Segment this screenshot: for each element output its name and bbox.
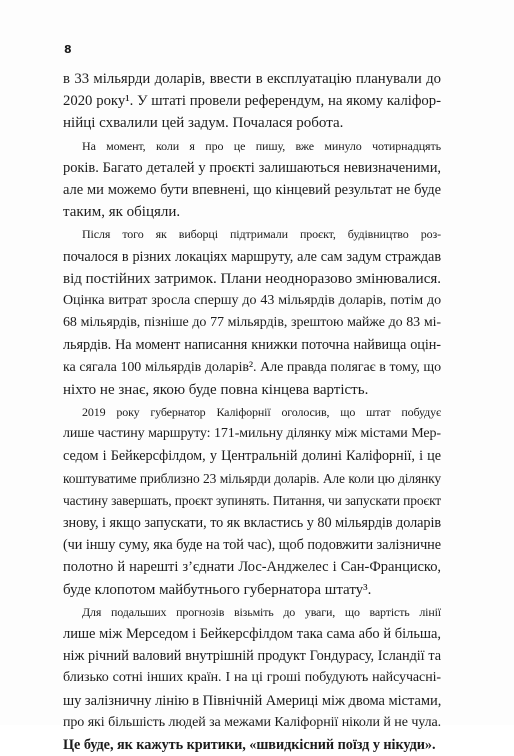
text-line: 68 мільярдів, пізніше до 77 мільярдів, зрештою майже до 83 мі- (63, 315, 441, 331)
text-line: льярдів. На момент написання книжки поточна найвища оцін- (63, 337, 441, 354)
page-number: 8 (64, 43, 72, 56)
text-line: але ми можемо бути впевнені, що кінцевий результат не буде (63, 182, 441, 199)
text-line: (чи іншу суму, яка буде на той час), щоб подовжити залізничне (63, 537, 441, 554)
text-line: 2019 року губернатор Каліфорнії оголосив, що штат побудує (82, 405, 441, 420)
text-line: про які більшість людей за межами Каліфорнії ніколи й не чула. (63, 714, 441, 730)
text-line: лише частину маршруту: 171-мильну ділянку між містами Мер- (63, 426, 441, 442)
text-line: Це буде, як кажуть критики, «швидкісний поїзд у нікуди». (63, 737, 436, 754)
text-line: в 33 мільярди доларів, ввести в експлуатацію планували до (63, 71, 441, 87)
paragraph-2 (63, 135, 441, 224)
text-line: коштуватиме приблизно 23 мільярди доларів. Але коли цю ділянку (63, 470, 441, 486)
paragraph-3 (63, 223, 441, 401)
paragraph-1 (63, 68, 441, 135)
text-line: лише між Мерседом і Бейкерсфілдом така сама або й більша, (63, 626, 441, 643)
text-line: Після того як виборці підтримали проєкт, будівництво роз- (82, 227, 441, 242)
text-line: почалося в різних локаціях маршруту, але сам задум страждав (63, 248, 441, 265)
text-line: ніж річний валовий внутрішній продукт Гондурасу, Ісландії та (63, 648, 441, 665)
text-line: років. Багато деталей у проєкті залишаються невизначеними, (63, 159, 441, 176)
text-line: ка сягала 100 мільярдів доларів². Але правда полягає в тому, що (63, 359, 441, 375)
text-line: нійці схвалили цей задум. Почалася робота. (63, 115, 344, 132)
text-line: шу залізничну лінію в Північній Америці між двома містами, (63, 692, 442, 709)
text-line: 2020 року¹. У штаті провели референдум, на якому каліфор- (63, 93, 441, 110)
paragraph-4 (63, 401, 441, 601)
text-line: від постійних затримок. Плани неодноразово змінювалися. (63, 270, 442, 287)
paragraph-5 (63, 601, 441, 756)
text-line: На момент, коли я про це пишу, вже минуло чотирнадцять (82, 138, 441, 153)
text-line: таким, як обіцяли. (63, 204, 181, 221)
body-text (63, 68, 441, 756)
text-line: седом і Бейкерсфілдом, у Центральній долині Каліфорнії, і це (63, 448, 441, 465)
text-line: буде клопотом майбутнього губернатора штату³. (63, 581, 372, 598)
text-line: близько сотні інших країн. І на ці гроші побудують найсучасні- (63, 670, 441, 686)
text-line: Оцінка витрат зросла спершу до 43 мільярдів доларів, потім до (63, 293, 441, 309)
text-line: знову, і якщо запускати, то як вкластись у 80 мільярдів доларів (63, 515, 441, 532)
text-line: частину завершать, проєкт зупинять. Питання, чи запускати проєкт (63, 492, 442, 508)
text-line: ніхто не знає, якою буде повна кінцева вартість. (63, 381, 369, 398)
text-line: полотно й нарешті з’єднати Лос-Анджелес і Сан-Франциско, (63, 559, 441, 576)
text-line: Для подальших прогнозів візьміть до уваги, що вартість лінії (82, 604, 441, 619)
